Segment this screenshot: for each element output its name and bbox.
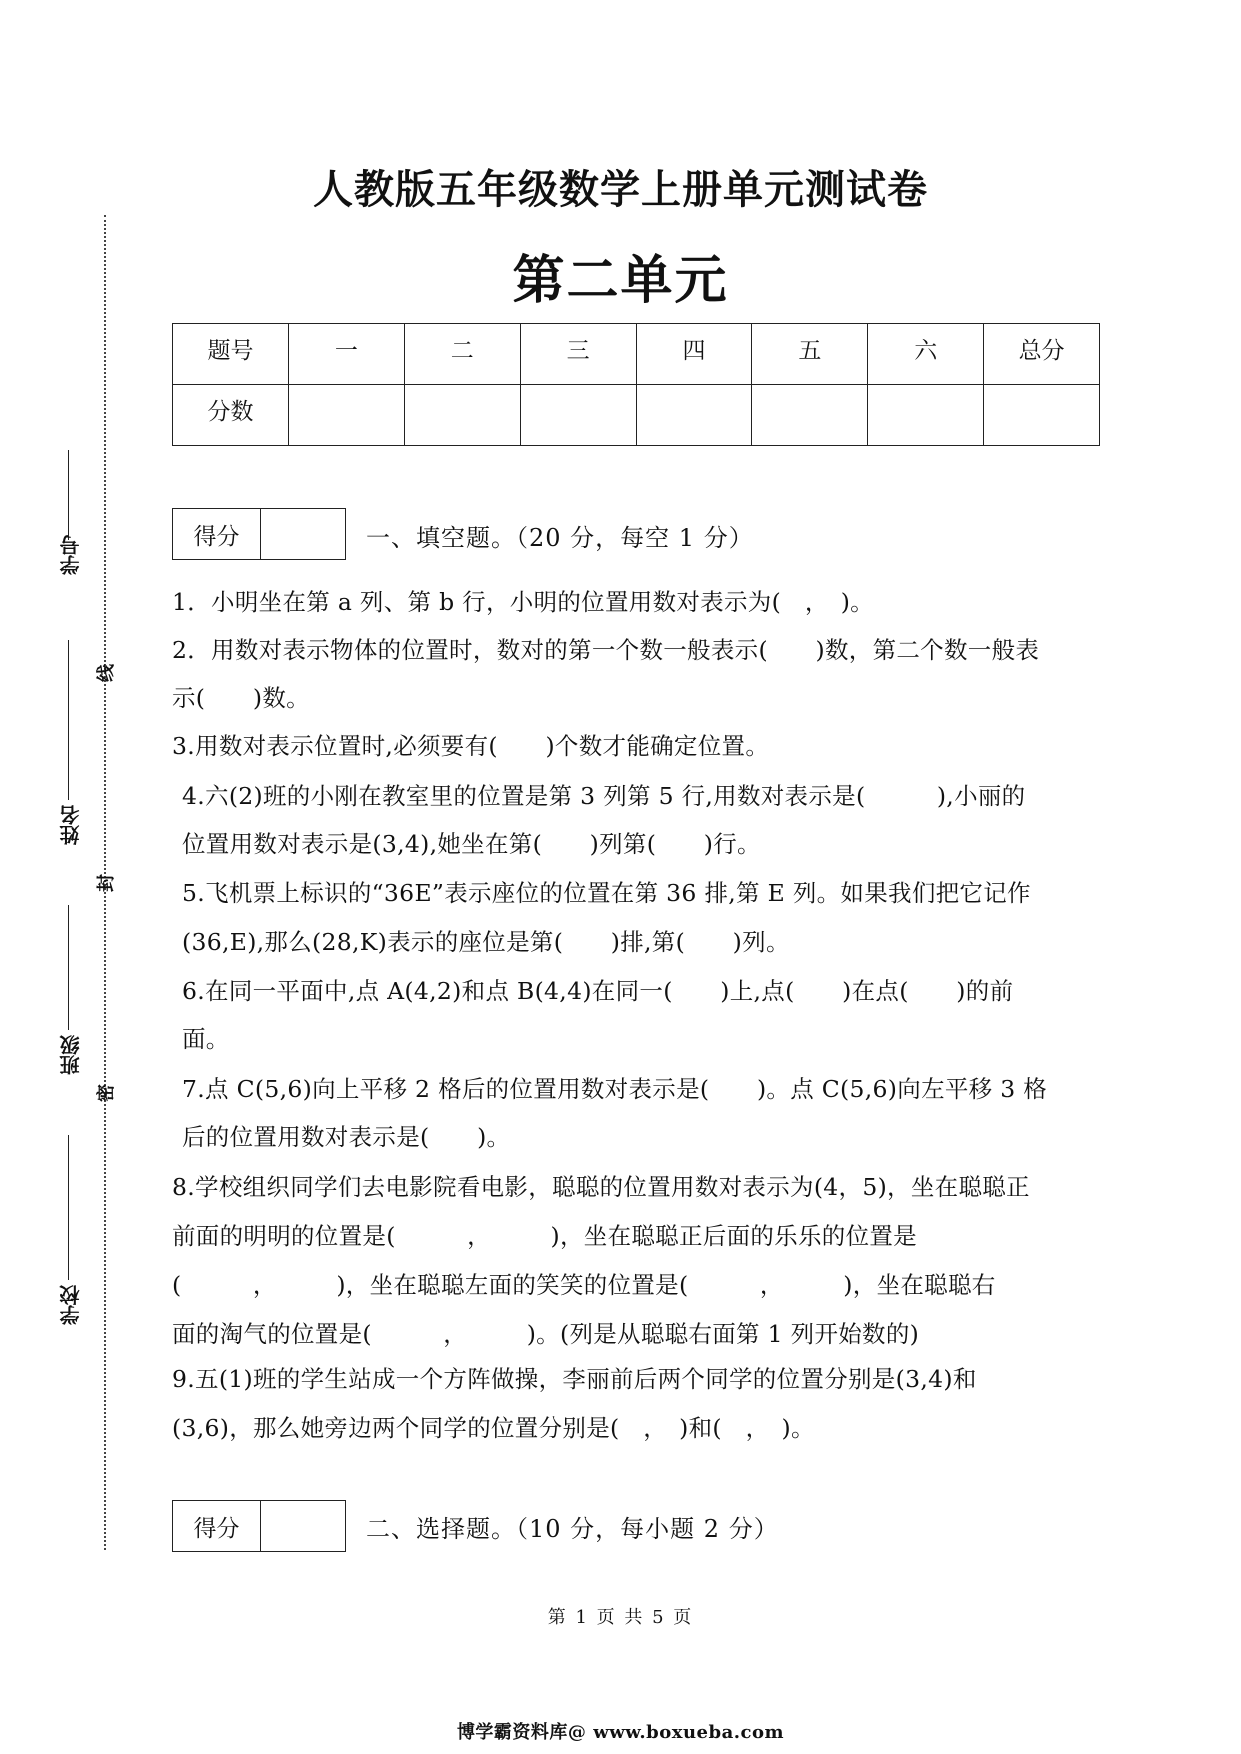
question-line: 4.六(2)班的小刚在教室里的位置是第 3 列第 5 行,用数对表示是( ),小丽的 <box>182 782 1026 810</box>
section1-score-box <box>172 508 346 560</box>
section1-score-value[interactable] <box>261 509 345 559</box>
header-cell-3: 三 <box>520 324 636 385</box>
question-line: 7.点 C(5,6)向上平移 2 格后的位置用数对表示是( )。点 C(5,6)向左平移 3 格 <box>182 1075 1048 1103</box>
question-line: 3.用数对表示位置时,必须要有( )个数才能确定位置。 <box>172 732 770 760</box>
question-line: 位置用数对表示是(3,4),她坐在第( )列第( )行。 <box>182 830 761 858</box>
class-blank <box>68 905 69 1030</box>
unit-title: 第二单元 <box>512 250 729 311</box>
watermark: 博学霸资料库@ www.boxueba.com <box>456 1722 785 1743</box>
name-label: 姓名 <box>59 805 83 845</box>
score-cell-3[interactable] <box>520 385 636 446</box>
score-row-label: 分数 <box>173 385 289 446</box>
header-cell-2: 二 <box>404 324 520 385</box>
header-cell-1: 一 <box>288 324 404 385</box>
section2-score-box <box>172 1500 346 1552</box>
class-label: 班级 <box>59 1035 83 1075</box>
page-title: 人教版五年级数学上册单元测试卷 <box>313 166 928 213</box>
question-line: 后的位置用数对表示是( )。 <box>182 1123 511 1151</box>
question-line: 示( )数。 <box>172 684 310 712</box>
section1-title: 一、填空题。（20 分，每空 1 分） <box>366 524 754 552</box>
section2-score-label: 得分 <box>173 1501 261 1551</box>
student-id-blank <box>68 450 69 540</box>
question-line: 5.飞机票上标识的“36E”表示座位的位置在第 36 排,第 E 列。如果我们把它记作 <box>182 879 1031 907</box>
question-line: (3,6)，那么她旁边两个同学的位置分别是( ， )和( ， )。 <box>172 1414 815 1442</box>
question-line: ( ， )，坐在聪聪左面的笑笑的位置是( ， )，坐在聪聪右 <box>172 1271 996 1299</box>
question-line: 6.在同一平面中,点 A(4,2)和点 B(4,4)在同一( )上,点( )在点( )的前 <box>182 977 1014 1005</box>
score-table-header-row <box>173 324 1100 385</box>
question-line: 9.五(1)班的学生站成一个方阵做操，李丽前后两个同学的位置分别是(3,4)和 <box>172 1365 977 1393</box>
header-cell-label: 题号 <box>173 324 289 385</box>
page-number: 第 1 页 共 5 页 <box>547 1607 694 1628</box>
header-cell-5: 五 <box>752 324 868 385</box>
score-cell-1[interactable] <box>288 385 404 446</box>
score-table <box>172 323 1100 446</box>
question-line: 面。 <box>182 1025 230 1053</box>
question-line: (36,E),那么(28,K)表示的座位是第( )排,第( )列。 <box>182 928 790 956</box>
section2-title: 二、选择题。（10 分，每小题 2 分） <box>366 1515 779 1543</box>
header-cell-6: 六 <box>868 324 984 385</box>
section1-score-label: 得分 <box>173 509 261 559</box>
question-line: 8.学校组织同学们去电影院看电影，聪聪的位置用数对表示为(4，5)，坐在聪聪正 <box>172 1173 1030 1201</box>
school-blank <box>68 1135 69 1280</box>
score-cell-2[interactable] <box>404 385 520 446</box>
name-blank <box>68 640 69 800</box>
question-line: 1．小明坐在第 a 列、第 b 行，小明的位置用数对表示为( ， )。 <box>172 588 874 616</box>
header-cell-4: 四 <box>636 324 752 385</box>
score-cell-total[interactable] <box>984 385 1100 446</box>
question-line: 前面的明明的位置是( ， )，坐在聪聪正后面的乐乐的位置是 <box>172 1222 917 1250</box>
score-table-score-row <box>173 385 1100 446</box>
score-cell-4[interactable] <box>636 385 752 446</box>
student-id-label: 学号 <box>59 535 83 575</box>
header-cell-total: 总分 <box>984 324 1100 385</box>
question-line: 2．用数对表示物体的位置时，数对的第一个数一般表示( )数，第二个数一般表 <box>172 636 1040 664</box>
score-cell-5[interactable] <box>752 385 868 446</box>
seal-secret-mark: 密 <box>96 1084 117 1102</box>
question-line: 面的淘气的位置是( ， )。(列是从聪聪右面第 1 列开始数的) <box>172 1320 920 1348</box>
section2-score-value[interactable] <box>261 1501 345 1551</box>
score-cell-6[interactable] <box>868 385 984 446</box>
school-label: 学校 <box>59 1285 83 1325</box>
seal-line-mark: 线 <box>96 664 117 682</box>
seal-seal-mark: 封 <box>96 874 117 892</box>
